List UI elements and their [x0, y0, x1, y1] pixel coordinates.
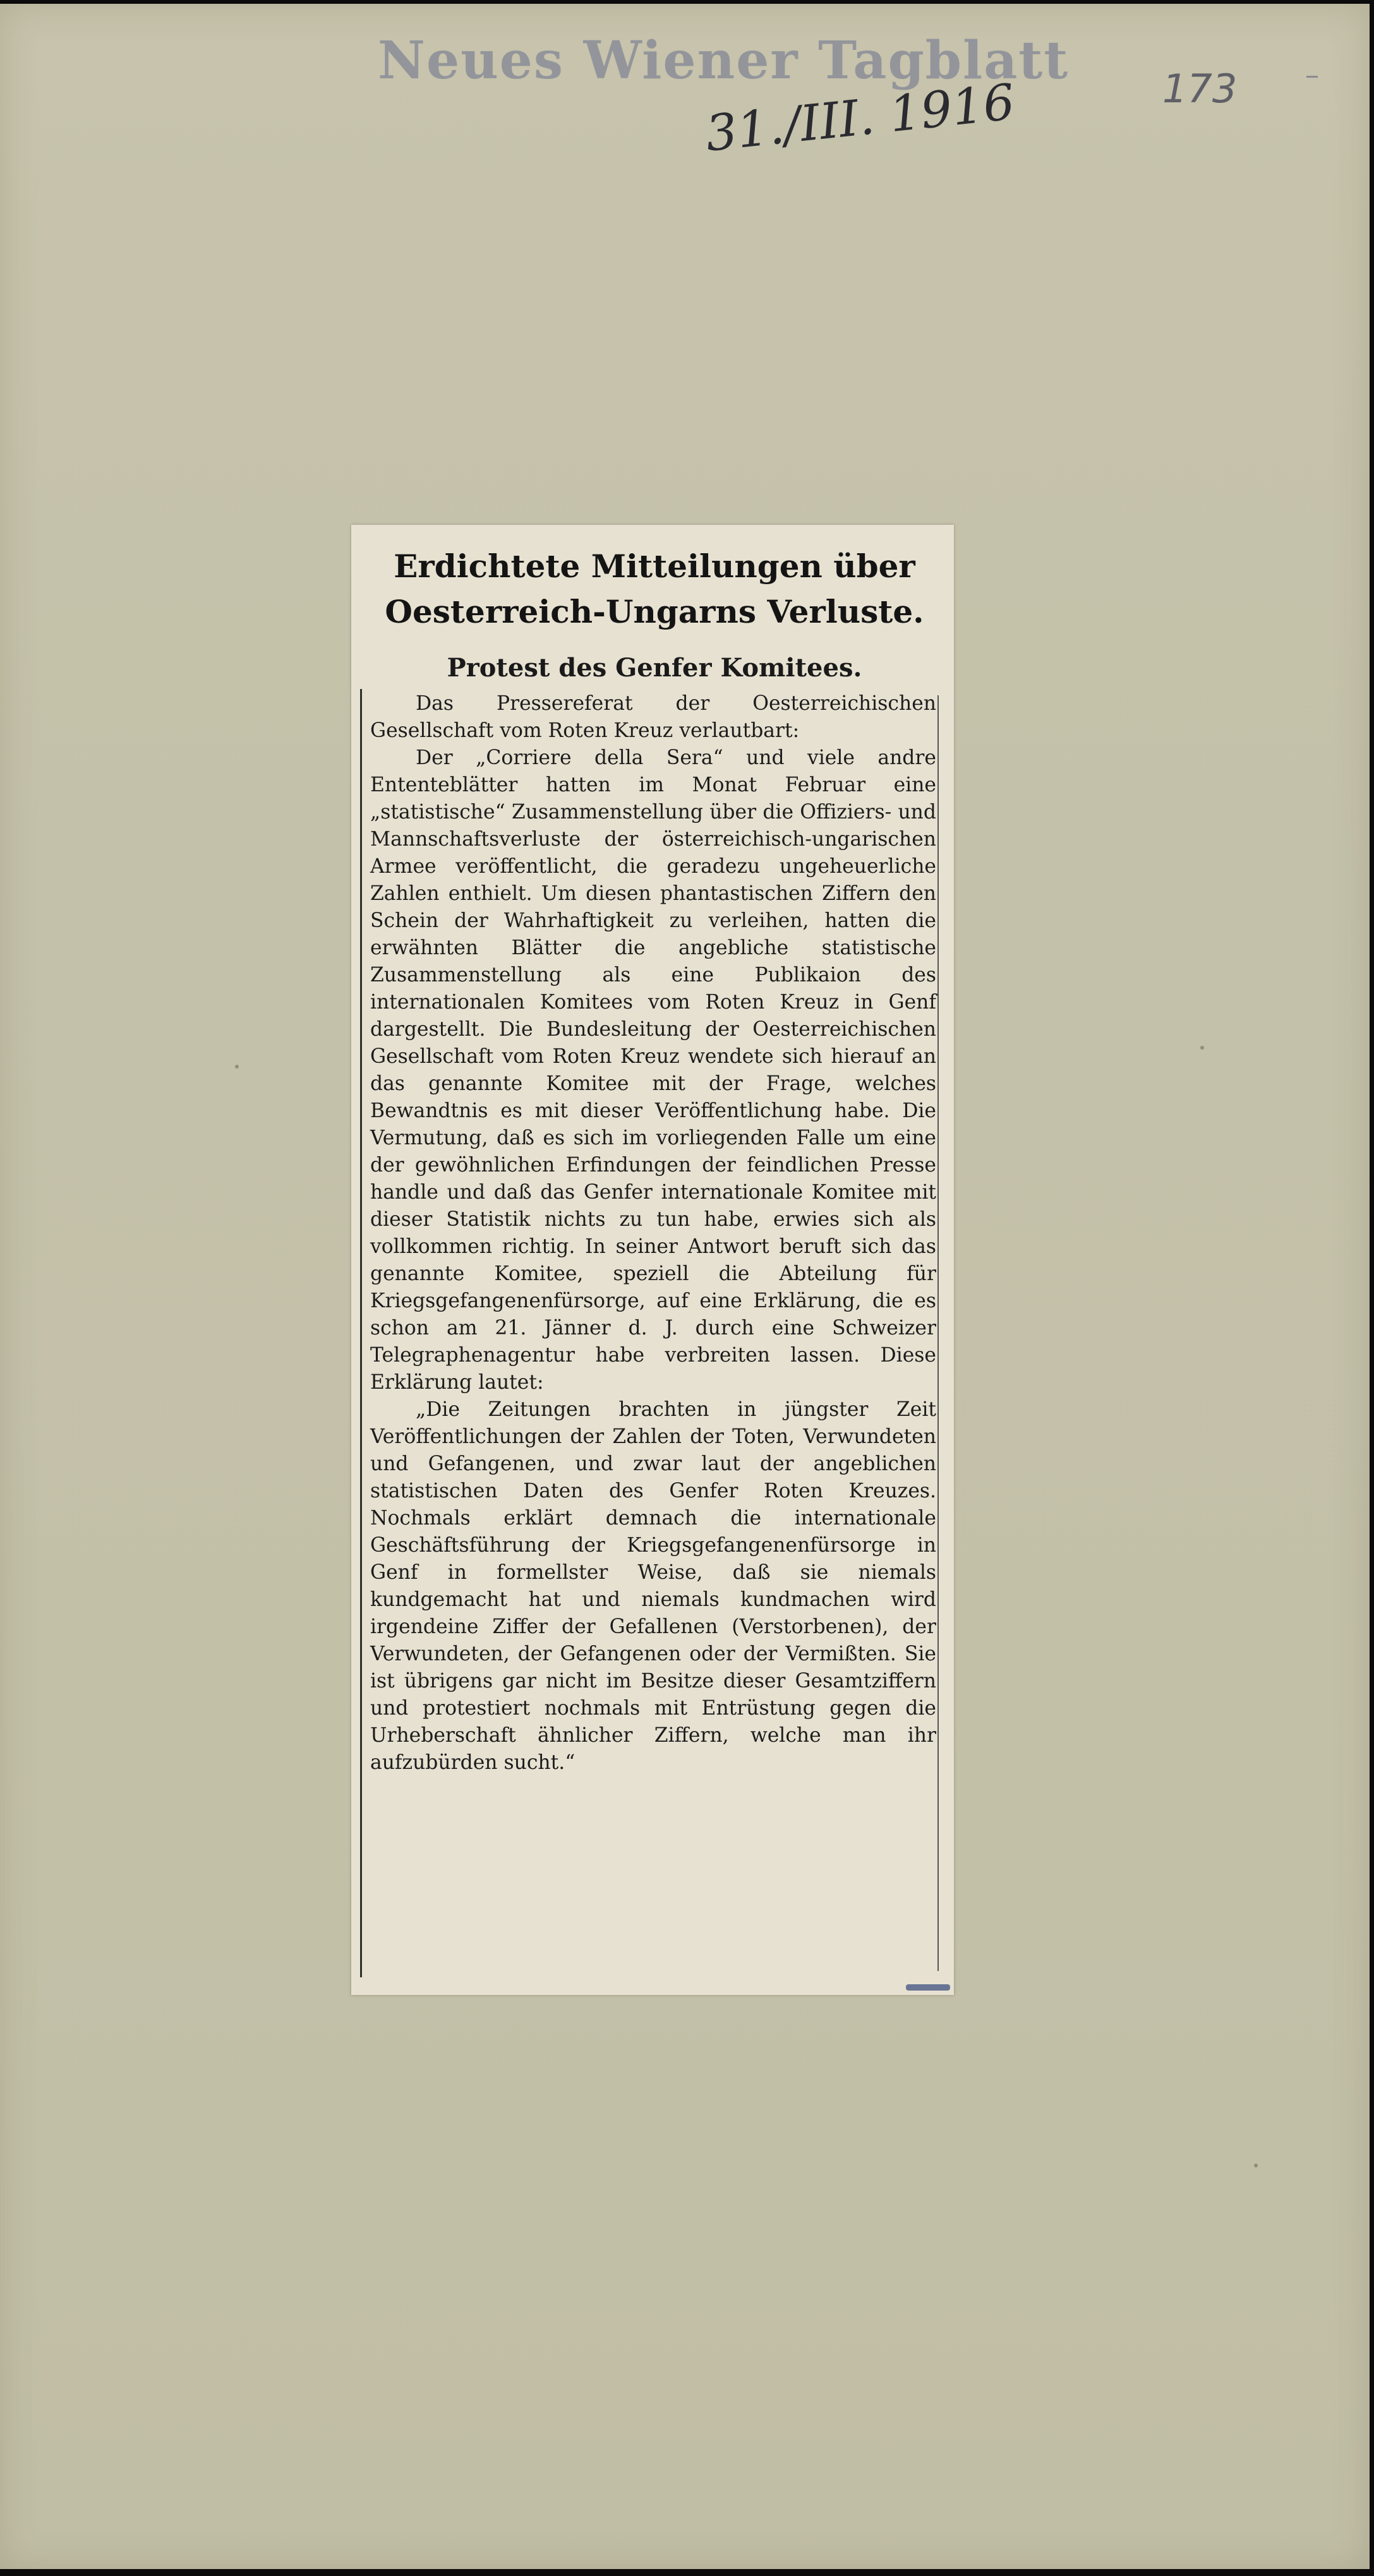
article-headline: Erdichtete Mitteilungen über Oesterreich-Ungarns Verluste. [385, 548, 924, 630]
newspaper-name-stamp: Neues Wiener Tagblatt [378, 30, 1070, 91]
article-paragraph: Das Pressereferat der Oesterreichischen Gesellschaft vom Roten Kreuz verlautbart: [370, 692, 936, 742]
folio-number: 173 [1162, 66, 1238, 112]
article-paragraph: Der „Corriere della Sera“ und viele andre Ententeblätter hatten im Monat Februar eine „statistische“ Zusammenstellung über die Offiziers- und Mannschaftsverluste der österreichisch-ungarischen Armee veröffentlicht, die geradezu ungeheuerliche Zahlen enthielt. Um diesen phantastischen Ziffern den Schein der Wahrhaftigkeit zu verleihen, hatten die erwähnten Blätter die angebliche statistische Zusammenstellung als eine Publikaion des internationalen Komitees vom Roten Kreuz in Genf dargestellt. Die Bundesleitung der Oesterreichischen Gesellschaft vom Roten Kreuz wendete sich hierauf an das genannte Komitee mit der Frage, welches Bewandtnis es mit dieser Veröffentlichung habe. Die Vermutung, daß es sich im vorliegenden Falle um eine der gewöhnlichen Erfindungen der feindlichen Presse handle und daß das Genfer internationale Komitee mit dieser Statistik nichts zu tun habe, erwies sich als vollkommen richtig. In seiner Antwort beruft sich das genannte Komitee, speziell die Abteilung für Kriegsgefangenenfürsorge, auf eine Erklärung, die es schon am 21. Jänner d. J. durch eine Schweizer Telegraphenagentur habe verbreiten lassen. Diese Erklärung lautet: [370, 746, 936, 1394]
pencil-mark [1306, 76, 1318, 78]
newspaper-clipping [351, 525, 954, 1995]
article-body [370, 690, 936, 1979]
article-subheadline: Protest des Genfer Komitees. [447, 653, 862, 683]
handwritten-date: 31./III. 1916 [702, 73, 1018, 163]
archive-sheet [0, 4, 1370, 2569]
paper-speck [1254, 2164, 1258, 2167]
article-paragraph: „Die Zeitungen brachten in jüngster Zeit Veröffentlichungen der Zahlen der Toten, Verwundeten und Gefangenen, und zwar laut der angeblichen statistischen Daten des Genfer Roten Kreuzes. Nochmals erklärt demnach die internationale Geschäftsführung der Kriegsgefangenenfürsorge in Genf in formellster Weise, daß sie niemals kundgemacht hat und niemals kundmachen wird irgendeine Ziffer der Gefallenen (Verstorbenen), der Verwundeten, der Gefangenen oder der Vermißten. Sie ist übrigens gar nicht im Besitze dieser Gesamtziffern und protestiert nochmals mit Entrüstung gegen die Urheberschaft ähnlicher Ziffern, welche man ihr aufzubürden sucht.“ [370, 1398, 936, 1774]
column-rule-left [360, 689, 362, 1977]
paper-speck [235, 1065, 239, 1069]
blue-ink-mark [906, 1984, 950, 1991]
column-rule-right [937, 695, 939, 1971]
paper-speck [1200, 1046, 1204, 1050]
